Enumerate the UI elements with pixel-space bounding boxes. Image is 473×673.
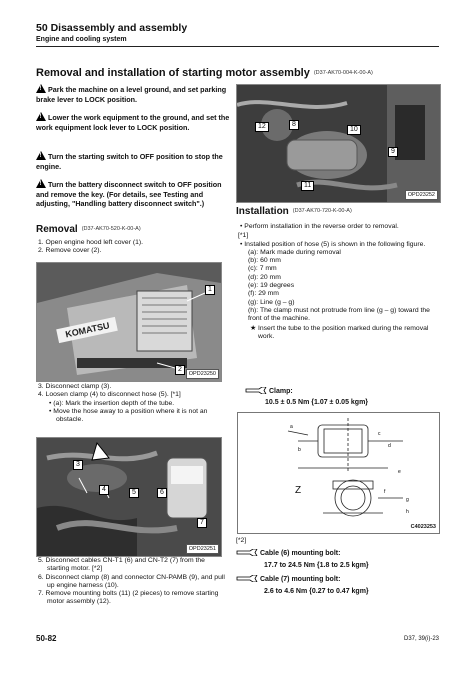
hose-intro: • Installed position of hose (5) is shown in the following figure.	[240, 240, 426, 248]
ref-2: [*2]	[236, 537, 247, 544]
svg-text:h: h	[406, 509, 409, 515]
svg-text:b: b	[298, 447, 301, 453]
warning-icon	[36, 84, 46, 93]
installation-body	[238, 223, 438, 341]
installation-intro: • Perform installation in the reverse order to removal.	[240, 223, 399, 230]
section-subtitle: Engine and cooling system	[36, 36, 127, 43]
photo-label-1: 1	[205, 285, 215, 295]
photo-label-9: 9	[388, 147, 398, 157]
installation-heading	[236, 206, 352, 217]
svg-text:KOMATSU: KOMATSU	[64, 320, 111, 340]
photo-label-4: 4	[99, 485, 109, 495]
removal-steps-a	[38, 239, 228, 256]
photo-label-7: 7	[197, 518, 207, 528]
hose-item: (e): 19 degrees	[248, 282, 295, 290]
photo-label-10: 10	[347, 125, 361, 135]
photo-label-3: 3	[73, 460, 83, 470]
removal-heading-text: Removal	[36, 224, 78, 235]
page-title	[36, 67, 373, 79]
installation-intro-text: Perform installation in the reverse order to removal.	[244, 223, 399, 230]
warning-1	[36, 84, 231, 104]
hose-item: (h): The clamp must not protrude from line (g – g) toward the front of the machine.	[248, 306, 430, 323]
cable6-torque-value: 17.7 to 24.5 Nm {1.8 to 2.5 kgm}	[264, 562, 369, 569]
warning-icon	[36, 112, 46, 121]
installation-code: (D37-AK70-720-K-00-A)	[292, 208, 352, 215]
diagram-letter: Z	[295, 485, 302, 496]
wrench-icon	[236, 575, 258, 582]
removal-code: (D37-AK70-520-K-00-A)	[81, 226, 141, 233]
photo-clamps-hoses	[36, 437, 222, 557]
diagram-code: C4023253	[410, 524, 436, 530]
hose-item: (a): Mark made during removal	[248, 248, 341, 256]
step-6: 6. Disconnect clamp (8) and connector CN-PAMB (9), and pull up engine harness (10).	[38, 573, 225, 589]
svg-text:a: a	[290, 424, 293, 430]
page-number: 50-82	[36, 634, 57, 643]
cable6-torque-label	[236, 549, 340, 557]
svg-text:d: d	[388, 443, 391, 449]
cable7-label-text: Cable (7) mounting bolt:	[259, 576, 341, 583]
cable7-torque-value: 2.6 to 4.6 Nm {0.27 to 0.47 kgm}	[264, 588, 369, 595]
hose-item: (g): Line (g – g)	[248, 298, 295, 306]
svg-text:g: g	[406, 497, 409, 503]
clamp-torque-value: 10.5 ± 0.5 Nm {1.07 ± 0.05 kgm}	[265, 399, 369, 406]
photo-code: OPD23252	[405, 190, 438, 200]
photo-code: OPD23251	[186, 544, 219, 554]
step-5: 5. Disconnect cables CN-T1 (6) and CN-T2 (7) from the starting motor. [*2]	[38, 557, 205, 573]
photo-label-8: 8	[289, 120, 299, 130]
step-7: 7. Remove mounting bolts (11) (2 pieces) to remove starting motor assembly (12).	[38, 590, 219, 606]
warning-text: Lower the work equipment to the ground, and set the work equipment lock lever to LOCK position.	[36, 113, 230, 132]
photo-label-6: 6	[157, 488, 167, 498]
step-3: 3. Disconnect clamp (3).	[38, 383, 112, 390]
step-2: 2. Remove cover (2).	[38, 247, 102, 255]
photo-starting-motor-image	[237, 85, 440, 202]
removal-heading	[36, 224, 141, 235]
photo-label-5: 5	[129, 488, 139, 498]
warning-text: Park the machine on a level ground, and set parking brake lever to LOCK position.	[36, 85, 227, 104]
page-title-code: (D37-AK70-004-K-00-A)	[313, 70, 373, 77]
warning-2	[36, 112, 231, 132]
header-divider	[36, 46, 439, 47]
photo-label-11: 11	[301, 181, 314, 191]
photo-code: OPD23250	[186, 369, 219, 379]
installation-heading-text: Installation	[236, 206, 289, 217]
warning-4	[36, 179, 231, 209]
hose-clamp-diagram	[237, 412, 440, 534]
svg-text:c: c	[378, 431, 381, 437]
cable7-torque-label	[236, 575, 340, 583]
wrench-icon	[245, 387, 267, 394]
photo-label-12: 12	[255, 122, 269, 132]
photo-engine-hood-image	[37, 263, 221, 381]
bullet-text: (a): Mark the insertion depth of the tube.	[53, 399, 175, 407]
photo-starting-motor	[236, 84, 441, 203]
model-code: D37, 39(i)-23	[403, 636, 439, 642]
hose-items	[238, 249, 438, 324]
removal-steps-b	[38, 383, 228, 424]
hose-item: (d): 20 mm	[248, 273, 281, 281]
warning-icon	[36, 179, 46, 188]
warning-text: Turn the starting switch to OFF position to stop the engine.	[36, 152, 223, 171]
hose-intro-text: Installed position of hose (5) is shown in the following figure.	[244, 240, 426, 248]
svg-text:f: f	[384, 489, 386, 495]
clamp-label-text: Clamp:	[268, 388, 293, 395]
hose-clamp-diagram-drawing	[238, 413, 439, 533]
section-title: 50 Disassembly and assembly	[36, 22, 188, 34]
cable6-label-text: Cable (6) mounting bolt:	[259, 550, 341, 557]
warning-text: Turn the battery disconnect switch to OFF position and remove the key. (For details, see Testing and adjusting, "Handling battery disconnect switch".)	[36, 180, 222, 208]
bullet-text: Move the hose away to a position where it is not an obstacle.	[53, 407, 208, 424]
warning-icon	[36, 151, 46, 160]
photo-label-2: 2	[175, 365, 185, 375]
star-note: ★ Insert the tube to the position marked during the removal work.	[250, 324, 429, 340]
removal-steps-c	[38, 557, 228, 607]
hose-item: (b): 60 mm	[248, 257, 281, 265]
warning-3	[36, 151, 231, 171]
page-title-text: Removal and installation of starting motor assembly	[36, 67, 310, 79]
wrench-icon	[236, 549, 258, 556]
step-4: 4. Loosen clamp (4) to disconnect hose (5). [*1]	[38, 391, 181, 399]
step-4-bullet-a: • (a): Mark the insertion depth of the tube.	[49, 399, 175, 407]
star-note-text: Insert the tube to the position marked during the removal work.	[257, 324, 429, 340]
photo-engine-hood	[36, 262, 222, 382]
svg-text:e: e	[398, 469, 401, 475]
hose-item: (f): 29 mm	[248, 290, 279, 298]
ref-1: [*1]	[238, 232, 249, 240]
step-1: 1. Open engine hood left cover (1).	[38, 239, 144, 246]
hose-item: (c): 7 mm	[248, 265, 277, 273]
step-4-bullet-b: • Move the hose away to a position where it is not an obstacle.	[49, 407, 208, 424]
clamp-torque-label	[245, 387, 293, 395]
